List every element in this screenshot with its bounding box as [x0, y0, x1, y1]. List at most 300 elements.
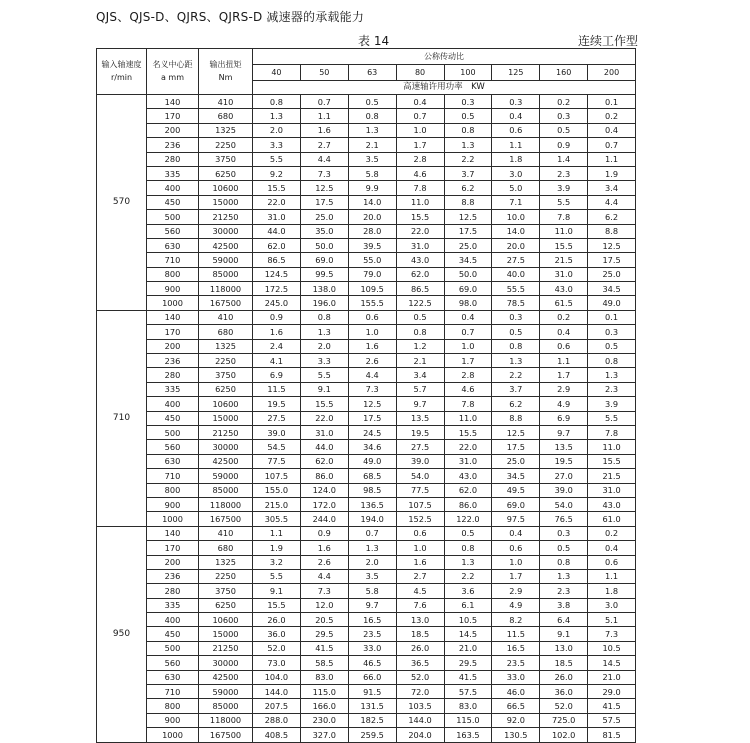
power-cell: 155.5	[348, 296, 396, 310]
table-row	[97, 569, 636, 583]
power-cell: 81.5	[588, 728, 636, 742]
center-distance-cell: 140	[147, 310, 199, 324]
power-cell: 0.6	[540, 339, 588, 353]
power-cell: 1.9	[253, 541, 301, 555]
power-cell: 3.0	[492, 166, 540, 180]
table-row	[97, 310, 636, 324]
power-cell: 7.8	[588, 425, 636, 439]
power-cell: 1.1	[588, 152, 636, 166]
power-cell: 124.0	[300, 483, 348, 497]
power-cell: 0.4	[492, 109, 540, 123]
power-cell: 244.0	[300, 512, 348, 526]
power-cell: 155.0	[253, 483, 301, 497]
torque-cell: 410	[199, 95, 253, 109]
center-distance-cell: 335	[147, 166, 199, 180]
torque-cell: 42500	[199, 238, 253, 252]
power-cell: 172.0	[300, 497, 348, 511]
power-cell: 1.2	[396, 339, 444, 353]
power-cell: 1.3	[348, 123, 396, 137]
center-distance-header: 名义中心距 a mm	[147, 49, 199, 95]
power-cell: 9.1	[300, 382, 348, 396]
power-cell: 69.0	[444, 282, 492, 296]
table-row	[97, 267, 636, 281]
power-cell: 1.3	[444, 138, 492, 152]
power-cell: 22.0	[444, 440, 492, 454]
power-cell: 83.0	[300, 670, 348, 684]
torque-cell: 2250	[199, 569, 253, 583]
power-cell: 17.5	[444, 224, 492, 238]
torque-cell: 118000	[199, 713, 253, 727]
power-cell: 0.8	[444, 123, 492, 137]
power-cell: 54.0	[396, 469, 444, 483]
power-cell: 109.5	[348, 282, 396, 296]
center-distance-cell: 1000	[147, 296, 199, 310]
center-distance-cell: 450	[147, 411, 199, 425]
power-cell: 9.2	[253, 166, 301, 180]
power-cell: 22.0	[396, 224, 444, 238]
power-cell: 12.5	[300, 181, 348, 195]
power-cell: 1.6	[396, 555, 444, 569]
torque-cell: 15000	[199, 411, 253, 425]
table-body	[97, 95, 636, 743]
power-cell: 5.1	[588, 613, 636, 627]
center-distance-cell: 1000	[147, 512, 199, 526]
power-cell: 9.7	[396, 397, 444, 411]
torque-cell: 15000	[199, 195, 253, 209]
power-cell: 1.3	[348, 541, 396, 555]
power-cell: 31.0	[588, 483, 636, 497]
power-cell: 46.0	[492, 685, 540, 699]
power-cell: 20.0	[348, 210, 396, 224]
center-distance-cell: 236	[147, 354, 199, 368]
power-cell: 1.0	[396, 541, 444, 555]
power-cell: 2.9	[540, 382, 588, 396]
power-cell: 3.9	[540, 181, 588, 195]
power-cell: 0.5	[588, 339, 636, 353]
ratio-header-100: 100	[444, 65, 492, 81]
power-cell: 7.3	[348, 382, 396, 396]
power-cell: 26.0	[540, 670, 588, 684]
center-distance-cell: 140	[147, 526, 199, 540]
power-cell: 41.5	[444, 670, 492, 684]
table-number: 表 14	[358, 34, 390, 48]
power-cell: 22.0	[253, 195, 301, 209]
torque-cell: 59000	[199, 685, 253, 699]
table-row	[97, 138, 636, 152]
table-row	[97, 627, 636, 641]
power-cell: 5.5	[588, 411, 636, 425]
center-distance-cell: 170	[147, 109, 199, 123]
power-cell: 52.0	[396, 670, 444, 684]
power-cell: 5.0	[492, 181, 540, 195]
power-cell: 11.5	[253, 382, 301, 396]
input-speed-cell: 710	[97, 310, 147, 526]
power-cell: 4.4	[588, 195, 636, 209]
table-row	[97, 555, 636, 569]
center-distance-cell: 560	[147, 656, 199, 670]
torque-cell: 680	[199, 541, 253, 555]
power-cell: 16.5	[492, 641, 540, 655]
power-cell: 25.0	[444, 238, 492, 252]
power-cell: 288.0	[253, 713, 301, 727]
power-cell: 11.0	[444, 411, 492, 425]
torque-cell: 85000	[199, 483, 253, 497]
power-cell: 52.0	[253, 641, 301, 655]
power-cell: 26.0	[253, 613, 301, 627]
table-row	[97, 613, 636, 627]
power-cell: 0.3	[444, 95, 492, 109]
power-cell: 17.5	[348, 411, 396, 425]
input-speed-cell: 570	[97, 95, 147, 311]
power-cell: 11.0	[396, 195, 444, 209]
center-distance-cell: 236	[147, 138, 199, 152]
table-row	[97, 425, 636, 439]
power-cell: 4.4	[348, 368, 396, 382]
power-cell: 0.4	[444, 310, 492, 324]
center-distance-cell: 900	[147, 497, 199, 511]
power-cell: 20.5	[300, 613, 348, 627]
power-cell: 33.0	[492, 670, 540, 684]
power-cell: 4.1	[253, 354, 301, 368]
power-cell: 7.8	[396, 181, 444, 195]
ratio-header-63: 63	[348, 65, 396, 81]
center-distance-cell: 280	[147, 152, 199, 166]
power-cell: 6.4	[540, 613, 588, 627]
ratio-header-160: 160	[540, 65, 588, 81]
center-distance-cell: 500	[147, 641, 199, 655]
power-cell: 29.5	[444, 656, 492, 670]
power-cell: 0.9	[540, 138, 588, 152]
power-cell: 3.3	[300, 354, 348, 368]
power-cell: 196.0	[300, 296, 348, 310]
table-row	[97, 282, 636, 296]
power-cell: 17.5	[588, 253, 636, 267]
torque-cell: 1325	[199, 555, 253, 569]
power-cell: 2.0	[348, 555, 396, 569]
power-cell: 0.7	[396, 109, 444, 123]
torque-cell: 21250	[199, 425, 253, 439]
power-cell: 7.6	[396, 598, 444, 612]
power-cell: 104.0	[253, 670, 301, 684]
power-cell: 3.5	[348, 152, 396, 166]
power-cell: 3.4	[588, 181, 636, 195]
center-distance-cell: 450	[147, 195, 199, 209]
torque-cell: 10600	[199, 613, 253, 627]
center-distance-cell: 560	[147, 224, 199, 238]
power-cell: 1.7	[444, 354, 492, 368]
power-cell: 172.5	[253, 282, 301, 296]
ratio-header-80: 80	[396, 65, 444, 81]
power-cell: 66.5	[492, 699, 540, 713]
center-distance-cell: 170	[147, 325, 199, 339]
power-unit-header: 高速轴许用功率 KW	[253, 81, 636, 95]
table-row	[97, 713, 636, 727]
power-cell: 0.5	[540, 123, 588, 137]
power-cell: 20.0	[492, 238, 540, 252]
ratio-header-125: 125	[492, 65, 540, 81]
power-cell: 4.9	[540, 397, 588, 411]
power-cell: 22.0	[300, 411, 348, 425]
power-cell: 7.3	[588, 627, 636, 641]
power-cell: 131.5	[348, 699, 396, 713]
power-cell: 1.0	[348, 325, 396, 339]
power-cell: 194.0	[348, 512, 396, 526]
power-cell: 0.3	[588, 325, 636, 339]
power-cell: 0.7	[588, 138, 636, 152]
power-cell: 0.3	[540, 526, 588, 540]
power-cell: 725.0	[540, 713, 588, 727]
center-distance-cell: 710	[147, 469, 199, 483]
torque-cell: 167500	[199, 512, 253, 526]
power-cell: 14.5	[588, 656, 636, 670]
power-cell: 73.0	[253, 656, 301, 670]
power-cell: 10.0	[492, 210, 540, 224]
power-cell: 115.0	[300, 685, 348, 699]
power-cell: 4.9	[492, 598, 540, 612]
power-cell: 1.7	[396, 138, 444, 152]
power-cell: 0.5	[540, 541, 588, 555]
power-cell: 0.5	[444, 109, 492, 123]
table-row	[97, 512, 636, 526]
power-cell: 54.0	[540, 497, 588, 511]
power-cell: 66.0	[348, 670, 396, 684]
power-cell: 8.8	[588, 224, 636, 238]
power-cell: 58.5	[300, 656, 348, 670]
power-cell: 7.3	[300, 584, 348, 598]
power-cell: 21.5	[540, 253, 588, 267]
power-cell: 13.5	[540, 440, 588, 454]
power-cell: 1.4	[540, 152, 588, 166]
power-cell: 27.5	[396, 440, 444, 454]
power-cell: 103.5	[396, 699, 444, 713]
torque-cell: 6250	[199, 598, 253, 612]
power-cell: 14.0	[492, 224, 540, 238]
table-row	[97, 497, 636, 511]
table-row	[97, 411, 636, 425]
power-cell: 61.5	[540, 296, 588, 310]
power-cell: 78.5	[492, 296, 540, 310]
power-cell: 3.3	[253, 138, 301, 152]
power-cell: 8.2	[492, 613, 540, 627]
power-cell: 8.8	[444, 195, 492, 209]
power-cell: 39.0	[253, 425, 301, 439]
torque-cell: 30000	[199, 224, 253, 238]
power-cell: 7.3	[300, 166, 348, 180]
power-cell: 5.8	[348, 584, 396, 598]
power-cell: 0.5	[492, 325, 540, 339]
ratio-header-40: 40	[253, 65, 301, 81]
torque-cell: 410	[199, 310, 253, 324]
center-distance-cell: 500	[147, 425, 199, 439]
power-cell: 62.0	[253, 238, 301, 252]
table-row	[97, 454, 636, 468]
torque-cell: 6250	[199, 166, 253, 180]
power-cell: 6.2	[444, 181, 492, 195]
power-cell: 0.4	[588, 123, 636, 137]
torque-cell: 10600	[199, 397, 253, 411]
power-cell: 138.0	[300, 282, 348, 296]
power-cell: 305.5	[253, 512, 301, 526]
power-cell: 0.3	[492, 95, 540, 109]
power-cell: 1.7	[540, 368, 588, 382]
power-cell: 91.5	[348, 685, 396, 699]
power-cell: 27.0	[540, 469, 588, 483]
power-cell: 0.8	[300, 310, 348, 324]
power-cell: 5.5	[253, 152, 301, 166]
power-cell: 9.1	[540, 627, 588, 641]
power-cell: 49.5	[492, 483, 540, 497]
power-cell: 0.4	[588, 541, 636, 555]
power-cell: 0.1	[588, 310, 636, 324]
power-cell: 3.8	[540, 598, 588, 612]
power-cell: 99.5	[300, 267, 348, 281]
power-cell: 98.5	[348, 483, 396, 497]
table-row	[97, 339, 636, 353]
power-cell: 144.0	[396, 713, 444, 727]
power-cell: 0.6	[588, 555, 636, 569]
power-cell: 259.5	[348, 728, 396, 742]
center-distance-cell: 630	[147, 670, 199, 684]
power-cell: 1.8	[588, 584, 636, 598]
torque-cell: 1325	[199, 123, 253, 137]
torque-cell: 15000	[199, 627, 253, 641]
power-cell: 2.4	[253, 339, 301, 353]
table-row	[97, 656, 636, 670]
power-cell: 245.0	[253, 296, 301, 310]
power-cell: 0.5	[396, 310, 444, 324]
table-row	[97, 397, 636, 411]
power-cell: 31.0	[253, 210, 301, 224]
power-cell: 1.6	[300, 541, 348, 555]
power-cell: 9.1	[253, 584, 301, 598]
center-distance-cell: 900	[147, 282, 199, 296]
power-cell: 408.5	[253, 728, 301, 742]
table-row	[97, 296, 636, 310]
torque-cell: 85000	[199, 699, 253, 713]
power-cell: 28.0	[348, 224, 396, 238]
power-cell: 86.0	[444, 497, 492, 511]
power-cell: 0.8	[348, 109, 396, 123]
center-distance-cell: 710	[147, 253, 199, 267]
power-cell: 0.8	[396, 325, 444, 339]
power-cell: 24.5	[348, 425, 396, 439]
power-cell: 39.0	[396, 454, 444, 468]
power-cell: 1.0	[492, 555, 540, 569]
power-cell: 6.1	[444, 598, 492, 612]
power-cell: 0.2	[540, 310, 588, 324]
document-title: QJS、QJS-D、QJRS、QJRS-D 减速器的承载能力	[96, 10, 365, 24]
power-cell: 23.5	[492, 656, 540, 670]
power-cell: 0.4	[396, 95, 444, 109]
power-cell: 10.5	[588, 641, 636, 655]
table-row	[97, 181, 636, 195]
power-cell: 86.5	[253, 253, 301, 267]
power-cell: 2.9	[492, 584, 540, 598]
center-distance-cell: 400	[147, 397, 199, 411]
power-cell: 2.0	[253, 123, 301, 137]
power-cell: 124.5	[253, 267, 301, 281]
power-cell: 2.1	[348, 138, 396, 152]
torque-cell: 680	[199, 325, 253, 339]
center-distance-cell: 236	[147, 569, 199, 583]
torque-cell: 3750	[199, 368, 253, 382]
power-cell: 122.5	[396, 296, 444, 310]
torque-cell: 1325	[199, 339, 253, 353]
power-cell: 2.7	[300, 138, 348, 152]
center-distance-cell: 335	[147, 382, 199, 396]
power-cell: 10.5	[444, 613, 492, 627]
center-distance-cell: 170	[147, 541, 199, 555]
power-cell: 0.6	[492, 123, 540, 137]
power-cell: 21.0	[444, 641, 492, 655]
power-cell: 1.8	[492, 152, 540, 166]
power-cell: 31.0	[300, 425, 348, 439]
table-row	[97, 670, 636, 684]
power-cell: 0.2	[588, 526, 636, 540]
torque-cell: 59000	[199, 469, 253, 483]
torque-cell: 59000	[199, 253, 253, 267]
document-header	[0, 0, 750, 48]
power-cell: 21.0	[588, 670, 636, 684]
table-row	[97, 699, 636, 713]
power-cell: 1.3	[253, 109, 301, 123]
power-cell: 0.2	[588, 109, 636, 123]
power-cell: 69.0	[492, 497, 540, 511]
table-row	[97, 253, 636, 267]
power-cell: 11.0	[540, 224, 588, 238]
power-cell: 44.0	[300, 440, 348, 454]
power-cell: 5.5	[300, 368, 348, 382]
table-row	[97, 541, 636, 555]
center-distance-cell: 560	[147, 440, 199, 454]
power-cell: 1.3	[588, 368, 636, 382]
torque-cell: 118000	[199, 497, 253, 511]
center-distance-cell: 200	[147, 339, 199, 353]
power-cell: 15.5	[588, 454, 636, 468]
table-header	[97, 49, 636, 95]
power-cell: 1.9	[588, 166, 636, 180]
power-cell: 77.5	[253, 454, 301, 468]
center-distance-cell: 280	[147, 584, 199, 598]
power-cell: 1.6	[348, 339, 396, 353]
power-cell: 36.5	[396, 656, 444, 670]
torque-cell: 30000	[199, 656, 253, 670]
power-cell: 11.0	[588, 440, 636, 454]
power-cell: 55.5	[492, 282, 540, 296]
power-cell: 136.5	[348, 497, 396, 511]
power-cell: 15.5	[444, 425, 492, 439]
power-cell: 0.8	[444, 541, 492, 555]
power-cell: 77.5	[396, 483, 444, 497]
power-cell: 2.1	[396, 354, 444, 368]
power-cell: 98.0	[444, 296, 492, 310]
power-cell: 3.6	[444, 584, 492, 598]
power-cell: 21.5	[588, 469, 636, 483]
power-cell: 5.7	[396, 382, 444, 396]
power-cell: 15.5	[396, 210, 444, 224]
table-row	[97, 238, 636, 252]
power-cell: 1.7	[492, 569, 540, 583]
center-distance-cell: 450	[147, 627, 199, 641]
center-distance-cell: 200	[147, 555, 199, 569]
power-cell: 1.0	[396, 123, 444, 137]
power-cell: 62.0	[300, 454, 348, 468]
torque-cell: 167500	[199, 728, 253, 742]
power-cell: 0.9	[253, 310, 301, 324]
power-cell: 83.0	[444, 699, 492, 713]
power-cell: 3.4	[396, 368, 444, 382]
power-cell: 0.7	[300, 95, 348, 109]
